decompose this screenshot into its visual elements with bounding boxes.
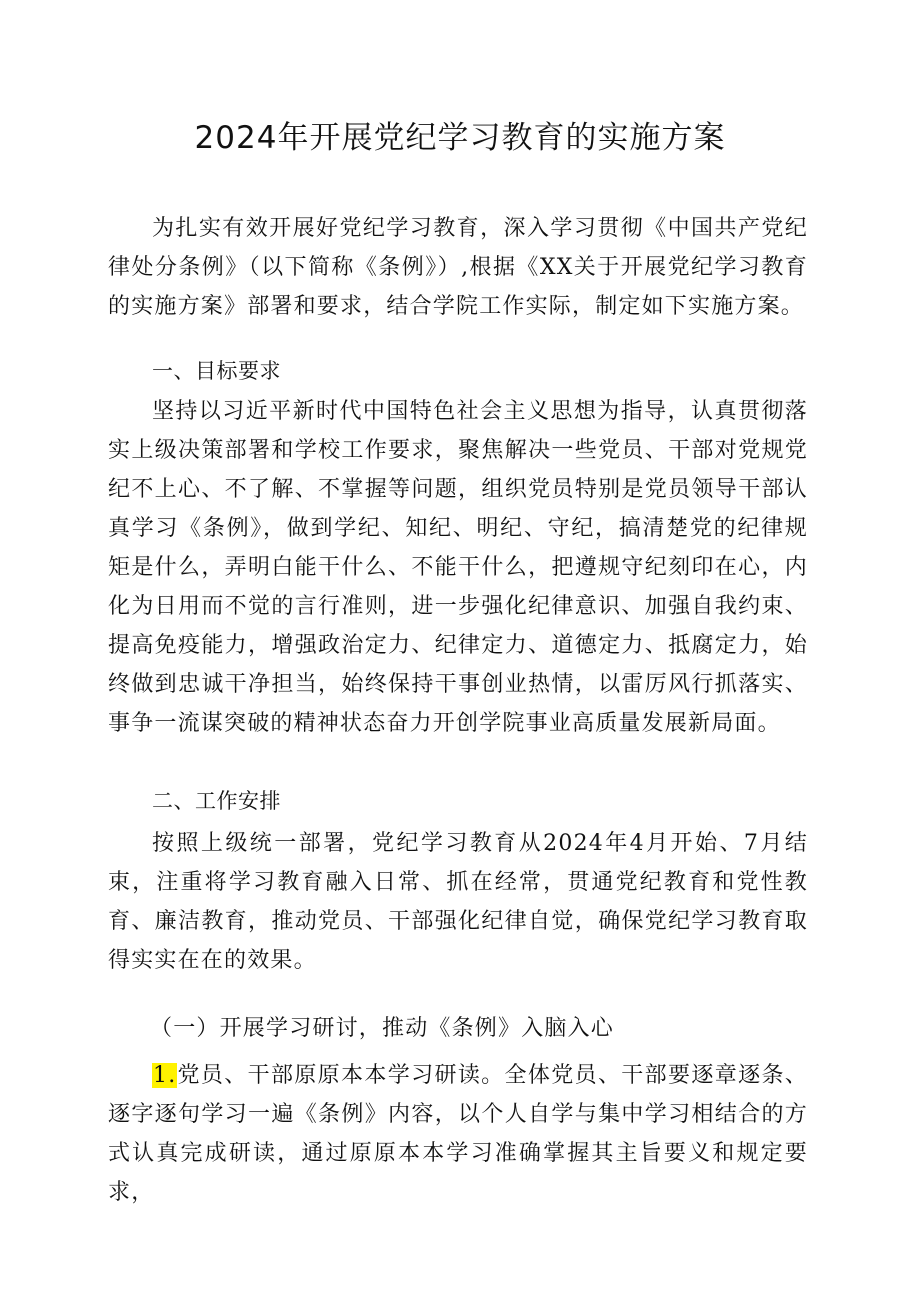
subsection-heading-study: （一）开展学习研讨，推动《条例》入脑入心: [150, 1016, 615, 1041]
arrangement-paragraph: 按照上级统一部署，党纪学习教育从2024年4月开始、7月结束，注重将学习教育融入日常、抓在经常，贯通党纪教育和党性教育、廉洁教育，推动党员、干部强化纪律自觉，确保党纪学习教育取得实实在在的效果。: [108, 831, 808, 973]
list-item-study: [108, 1056, 808, 1212]
item-text: 党员、干部原原本本学习研读。全体党员、干部要逐章逐条、逐字逐句学习一遍《条例》内容，以个人自学与集中学习相结合的方式认真完成研读，通过原原本本学习准确掌握其主旨要义和规定要求，: [108, 1063, 808, 1205]
document-title: 2024年开展党纪学习教育的实施方案: [194, 120, 726, 156]
intro-paragraph: 为扎实有效开展好党纪学习教育，深入学习贯彻《中国共产党纪律处分条例》（以下简称《条例》）,根据《XX关于开展党纪学习教育的实施方案》部署和要求，结合学院工作实际，制定如下实施方案。: [108, 216, 808, 319]
goals-paragraph: 坚持以习近平新时代中国特色社会主义思想为指导，认真贯彻落实上级决策部署和学校工作要求，聚焦解决一些党员、干部对党规党纪不上心、不了解、不掌握等问题，组织党员特别是党员领导干部认真学习《条例》，做到学纪、知纪、明纪、守纪，搞清楚党的纪律规矩是什么，弄明白能干什么、不能干什么，把遵规守纪刻印在心，内化为日用而不觉的言行准则，进一步强化纪律意识、加强自我约束、提高免疫能力，增强政治定力、纪律定力、道德定力、抵腐定力，始终做到忠诚干净担当，始终保持干事创业热情，以雷厉风行抓落实、事争一流谋突破的精神状态奋力开创学院事业高质量发展新局面。: [108, 399, 808, 736]
section-heading-arrangement: 二、工作安排: [152, 789, 281, 813]
section-heading-goals: 一、目标要求: [152, 359, 281, 383]
item-number-highlight: 1.: [153, 1063, 177, 1088]
